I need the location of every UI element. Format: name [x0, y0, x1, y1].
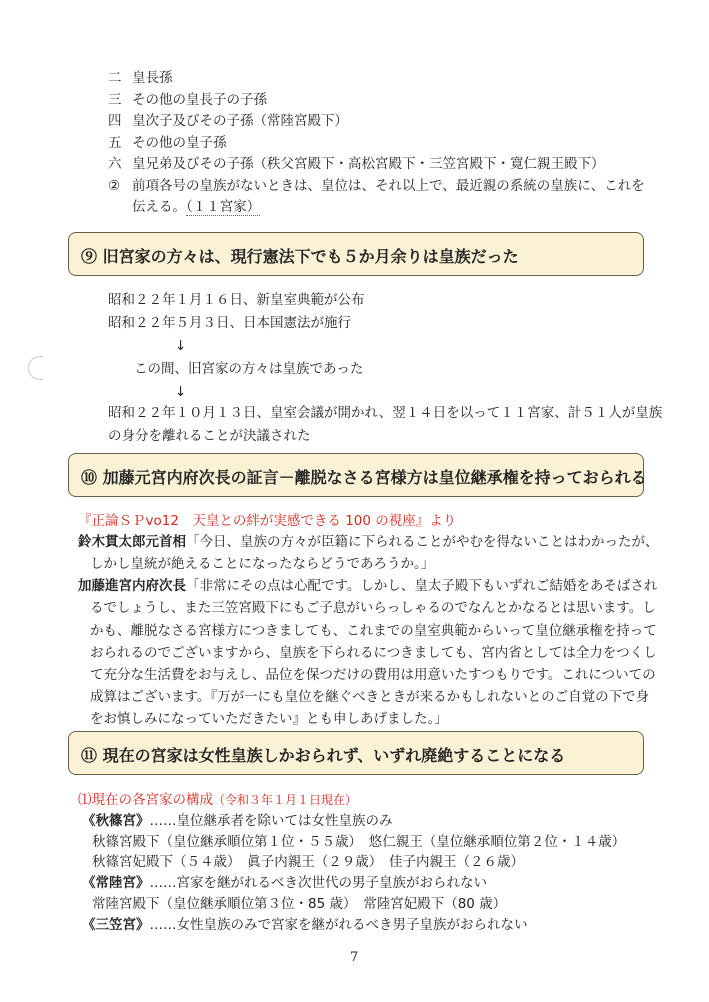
section-11-heading — [68, 731, 644, 775]
page-number: 7 — [350, 950, 359, 965]
timeline-line: 昭和２２年５月３日、日本国憲法が施行 — [108, 315, 351, 331]
section-9-heading — [68, 232, 644, 276]
down-arrow-icon: ↓ — [175, 384, 187, 400]
list-item: 三 — [108, 92, 122, 108]
house-akishino: 《秋篠宮》……皇位継承者を除いては女性皇族のみ — [82, 813, 393, 829]
list-item: 二 — [108, 70, 122, 86]
member-line: 秋篠宮妃殿下（５４歳） 眞子内親王（２９歳） 佳子内親王（２６歳） — [92, 854, 524, 870]
section-10-heading — [68, 453, 647, 497]
timeline-line: 昭和２２年１０月１３日、皇室会議が開かれ、翌１４日を以って１１宮家、計５１人が皇族 — [108, 405, 663, 421]
quote-line: て充分な生活費をお与えし、品位を保つだけの費用は用意いたすつもりです。これについての — [90, 667, 656, 683]
list-item-text: 皇兄弟及びその子孫（秩父宮殿下・高松宮殿下・三笠宮殿下・寛仁親王殿下） — [132, 156, 605, 172]
house-mikasa: 《三笠宮》……女性皇族のみで宮家を継がれるべき男子皇族がおられない — [82, 917, 528, 933]
quote-line: るでしょうし、また三笠宮殿下にもご子息がいらっしゃるのでなんとかなるとは思います。し — [90, 600, 656, 616]
down-arrow-icon: ↓ — [175, 338, 187, 354]
list-item-text: その他の皇長子の子孫 — [132, 92, 267, 108]
house-hitachi: 《常陸宮》……宮家を継がれるべき次世代の男子皇族がおられない — [82, 875, 487, 891]
list-item: ② — [108, 178, 121, 194]
list-item-text: 皇次子及びその子孫（常陸宮殿下） — [132, 113, 348, 129]
timeline-line: の身分を離れることが決議された — [108, 428, 311, 444]
list-item: 五 — [108, 135, 122, 151]
quote-line: をお慎しみになっていただきたい』とも申しあげました。」 — [90, 711, 448, 727]
member-line: 秋篠宮殿下（皇位継承順位第１位・５５歳） 悠仁親王（皇位継承順位第２位・１４歳） — [92, 834, 626, 850]
quote-line: 成算はございます。『万が一にも皇位を継ぐべきときが来るかもしれないとのご自覚の下で身 — [90, 689, 650, 705]
timeline-line: この間、旧宮家の方々は皇族であった — [134, 361, 364, 377]
speaker-name: 鈴木貫太郎元首相 — [78, 534, 186, 550]
quote-line: おられるのでございますから、皇族を下られるにつきましても、宮内省としては全力をつくし — [90, 645, 657, 661]
quote-line: しかし皇統が絶えることになったならどうであろうか。」 — [90, 556, 435, 572]
timeline-line: 昭和２２年１月１６日、新皇室典範が公布 — [108, 292, 365, 308]
list-note: （１１宮家） — [186, 199, 261, 215]
list-item: 六 — [108, 156, 122, 172]
list-item-text: 皇長孫 — [132, 70, 173, 86]
section-title: ⑨ 旧宮家の方々は、現行憲法下でも５か月余りは皇族だった — [81, 247, 519, 266]
list-item-text: その他の皇子孫 — [132, 135, 227, 151]
section-title: ⑩ 加藤元宮内府次長の証言－離脱なさる宮様方は皇位継承権を持っておられる — [81, 468, 647, 487]
list-continuation: 伝える。（１１宮家） — [132, 199, 261, 215]
list-item-text: 前項各号の皇族がないときは、皇位は、それ以上で、最近親の系統の皇族に、これを — [132, 178, 645, 194]
member-line: 常陸宮殿下（皇位継承順位第３位・85 歳） 常陸宮妃殿下（80 歳） — [92, 896, 507, 912]
quote-line: かも、離脱なさる宮様方につきましても、これまでの皇室典範からいって皇位継承権を持って — [90, 623, 657, 639]
section-title: ⑪ 現在の宮家は女性皇族しかおられず、いずれ廃絶することになる — [81, 746, 566, 765]
quote-line: 鈴木貫太郎元首相「今日、皇族の方々が臣籍に下られることがやむを得ないことはわかったが、 — [78, 534, 659, 550]
source-citation: 『正論ＳＰvo12 天皇との絆が実感できる 100 の視座』より — [78, 513, 457, 529]
quote-line: 加藤進宮内府次長「非常にその点は心配です。しかし、皇太子殿下もいずれご結婚をあそばされ — [78, 578, 658, 594]
list-item: 四 — [108, 113, 122, 129]
subheading: ⑴現在の各宮家の構成（令和３年１月１日現在） — [78, 792, 358, 808]
speaker-name: 加藤進宮内府次長 — [78, 578, 186, 594]
punch-hole — [28, 356, 43, 380]
